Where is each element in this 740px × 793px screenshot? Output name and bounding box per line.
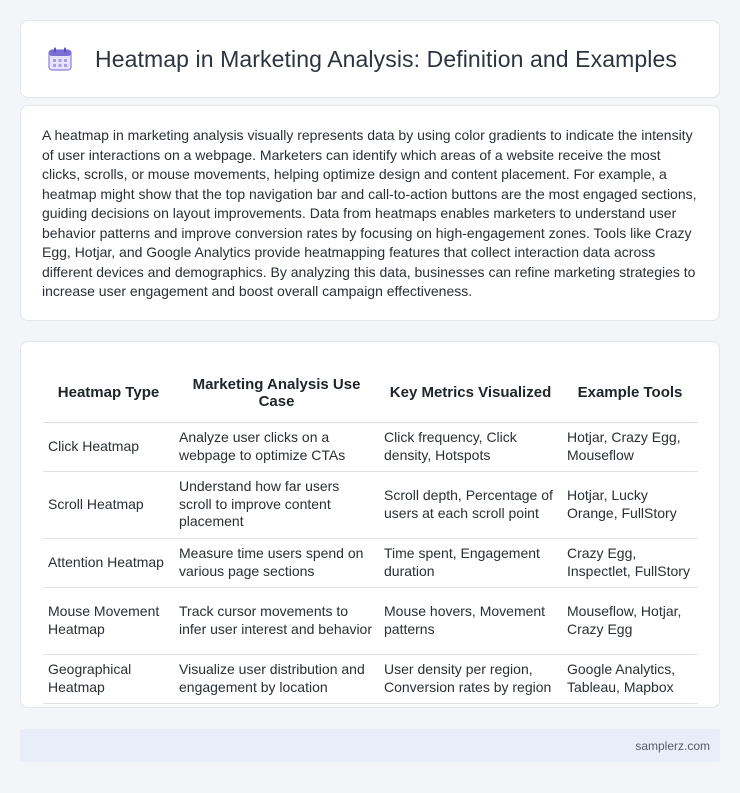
cell-type: Geographical Heatmap — [43, 654, 174, 703]
header-use-case: Marketing Analysis Use Case — [174, 360, 379, 422]
cell-metrics: Scroll depth, Percentage of users at each scroll point — [379, 471, 562, 538]
title-card — [20, 20, 720, 98]
header-heatmap-type: Heatmap Type — [43, 360, 174, 422]
table-header-row — [43, 360, 698, 422]
footer-site-link[interactable]: samplerz.com — [635, 738, 710, 753]
description-paragraph: A heatmap in marketing analysis visually represents data by using color gradients to indicate the intensity of user interactions on a webpage. Marketers can identify which areas of a website receive the most clicks, scrolls, or mouse movements, helping optimize design and content placement. For example, a heatmap might show that the top navigation bar and call-to-action buttons are the most engaged sections, guiding decisions on layout improvements. Data from heatmaps enables marketers to understand user behavior patterns and improve conversion rates by focusing on high-engagement zones. Tools like Crazy Egg, Hotjar, and Google Analytics provide heatmapping features that collect interaction data across different devices and demographics. By analyzing this data, businesses can refine marketing strategies to increase user engagement and boost overall campaign effectiveness. — [42, 127, 697, 299]
table-row — [43, 654, 698, 703]
header-key-metrics: Key Metrics Visualized — [379, 360, 562, 422]
description-card — [20, 105, 720, 321]
cell-tools: Google Analytics, Tableau, Mapbox — [562, 654, 698, 703]
cell-use-case: Track cursor movements to infer user interest and behavior — [174, 587, 379, 654]
cell-use-case: Analyze user clicks on a webpage to optimize CTAs — [174, 422, 379, 471]
table-row — [43, 538, 698, 587]
footer-bar — [20, 729, 720, 762]
cell-metrics: Mouse hovers, Movement patterns — [379, 587, 562, 654]
cell-type: Scroll Heatmap — [43, 471, 174, 538]
cell-metrics: Time spent, Engagement duration — [379, 538, 562, 587]
cell-tools: Hotjar, Crazy Egg, Mouseflow — [562, 422, 698, 471]
cell-use-case: Measure time users spend on various page sections — [174, 538, 379, 587]
cell-use-case: Visualize user distribution and engagement by location — [174, 654, 379, 703]
table-row — [43, 587, 698, 654]
cell-tools: Mouseflow, Hotjar, Crazy Egg — [562, 587, 698, 654]
cell-metrics: Click frequency, Click density, Hotspots — [379, 422, 562, 471]
table-card — [20, 341, 720, 708]
heatmap-table — [43, 360, 698, 704]
cell-metrics: User density per region, Conversion rates by region — [379, 654, 562, 703]
cell-type: Attention Heatmap — [43, 538, 174, 587]
table-row — [43, 471, 698, 538]
calendar-icon — [47, 46, 73, 72]
cell-type: Click Heatmap — [43, 422, 174, 471]
cell-tools: Crazy Egg, Inspectlet, FullStory — [562, 538, 698, 587]
page-title: Heatmap in Marketing Analysis: Definition and Examples — [95, 45, 677, 72]
table-row — [43, 422, 698, 471]
header-example-tools: Example Tools — [562, 360, 698, 422]
cell-tools: Hotjar, Lucky Orange, FullStory — [562, 471, 698, 538]
cell-type: Mouse Movement Heatmap — [43, 587, 174, 654]
cell-use-case: Understand how far users scroll to improve content placement — [174, 471, 379, 538]
